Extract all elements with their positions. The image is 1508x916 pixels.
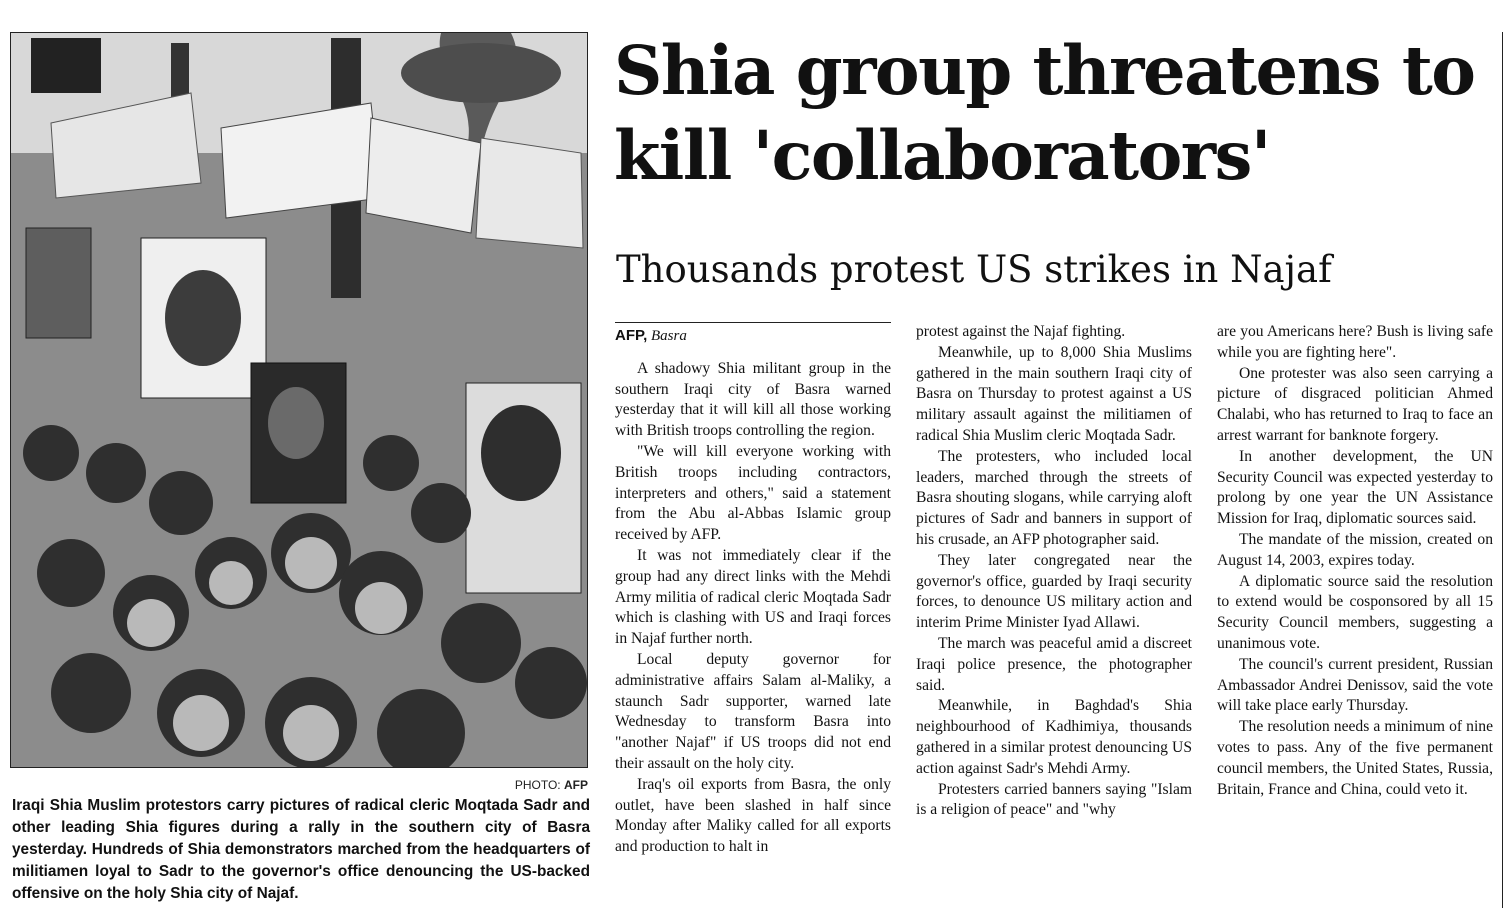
paragraph: The mandate of the mission, created on August 14, 2003, expires today. [1217, 530, 1493, 569]
byline-location: Basra [650, 328, 687, 344]
protest-photo-illustration [11, 33, 587, 767]
paragraph: Iraq's oil exports from Basra, the only outlet, have been slashed in half since Monday after Maliky called for all exports and production to halt in [615, 775, 891, 856]
paragraph: They later congregated near the governor's office, guarded by Iraqi security forces, to denounce US military action and interim Prime Minister Iyad Allawi. [916, 551, 1192, 632]
photo-caption: Iraqi Shia Muslim protestors carry pictures of radical cleric Moqtada Sadr and other leading Shia figures during a rally in the southern city of Basra yesterday. Hundreds of Shia demonstrators marched from the headquarters of militiamen loyal to Sadr to the governor's office denouncing the US-backed offensive on the holy Shia city of Najaf. [12, 797, 590, 902]
paragraph: Local deputy governor for administrative affairs Salam al-Maliky, a staunch Sadr supporter, warned late Wednesday to transform Basra into "another Najaf" if US troops did not end their assault on the holy city. [615, 650, 891, 772]
paragraph-continued: protest against the Najaf fighting. [916, 323, 1126, 340]
subhead: Thousands protest US strikes in Najaf [616, 248, 1332, 291]
paragraph: In another development, the UN Security Council was expected yesterday to prolong by one year the UN Assistance Mission for Iraq, diplomatic sources said. [1217, 447, 1493, 528]
paragraph: One protester was also seen carrying a picture of disgraced politician Ahmed Chalabi, who has returned to Iraq to face an arrest warrant for banknote forgery. [1217, 364, 1493, 444]
paragraph-continued: are you Americans here? Bush is living safe while you are fighting here". [1217, 323, 1493, 361]
paragraph: A diplomatic source said the resolution to extend would be cosponsored by all 15 Security Council members, suggesting a unanimous vote. [1217, 572, 1493, 652]
page-border-rule [1502, 32, 1503, 908]
paragraph: It was not immediately clear if the group had any direct links with the Mehdi Army militia of radical cleric Moqtada Sadr which is clashing with US and Iraqi forces in Najaf further north. [615, 546, 891, 648]
paragraph: Meanwhile, up to 8,000 Shia Muslims gathered in the main southern Iraqi city of Basra on Thursday to protest against a US military assault against the militiamen of radical Shia Muslim cleric Moqtada Sadr. [916, 343, 1192, 444]
paragraph: The council's current president, Russian Ambassador Andrei Denissov, said the vote will take place early Thursday. [1217, 655, 1493, 715]
photo-credit-source: AFP [564, 778, 588, 792]
article-column-2 [916, 322, 1192, 821]
paragraph: A shadowy Shia militant group in the southern Iraqi city of Basra warned yesterday that it will kill all those working with British troops controlling the region. [615, 359, 891, 440]
byline-source: AFP, [615, 327, 648, 344]
headline: Shia group threatens to kill 'collaborators' [614, 31, 1475, 195]
photo-credit-label: PHOTO: [514, 778, 561, 792]
photo-credit [460, 778, 588, 792]
paragraph: Meanwhile, in Baghdad's Shia neighbourhood of Kadhimiya, thousands gathered in a similar protest denouncing US action against Sadr's Mehdi Army. [916, 697, 1192, 777]
flag-shape [31, 38, 101, 93]
protest-photo [10, 32, 588, 768]
byline [615, 322, 891, 347]
paragraph: The protesters, who included local leaders, marched through the streets of Basra shouting slogans, while carrying aloft pictures of Sadr and banners in support of his crusade, an AFP photographer said. [916, 447, 1192, 548]
paragraph: The march was peaceful amid a discreet Iraqi police presence, the photographer said. [916, 634, 1192, 694]
paragraph: The resolution needs a minimum of nine votes to pass. Any of the five permanent council members, the United States, Russia, Britain, France and China, could veto it. [1217, 718, 1493, 798]
article-column-3 [1217, 322, 1493, 800]
paragraph: "We will kill everyone working with British troops including contractors, interpreters and others," said a statement from the Abu al-Abbas Islamic group received by AFP. [615, 442, 891, 544]
article-column-1 [615, 322, 891, 858]
paragraph: Protesters carried banners saying "Islam is a religion of peace" and "why [916, 780, 1192, 819]
